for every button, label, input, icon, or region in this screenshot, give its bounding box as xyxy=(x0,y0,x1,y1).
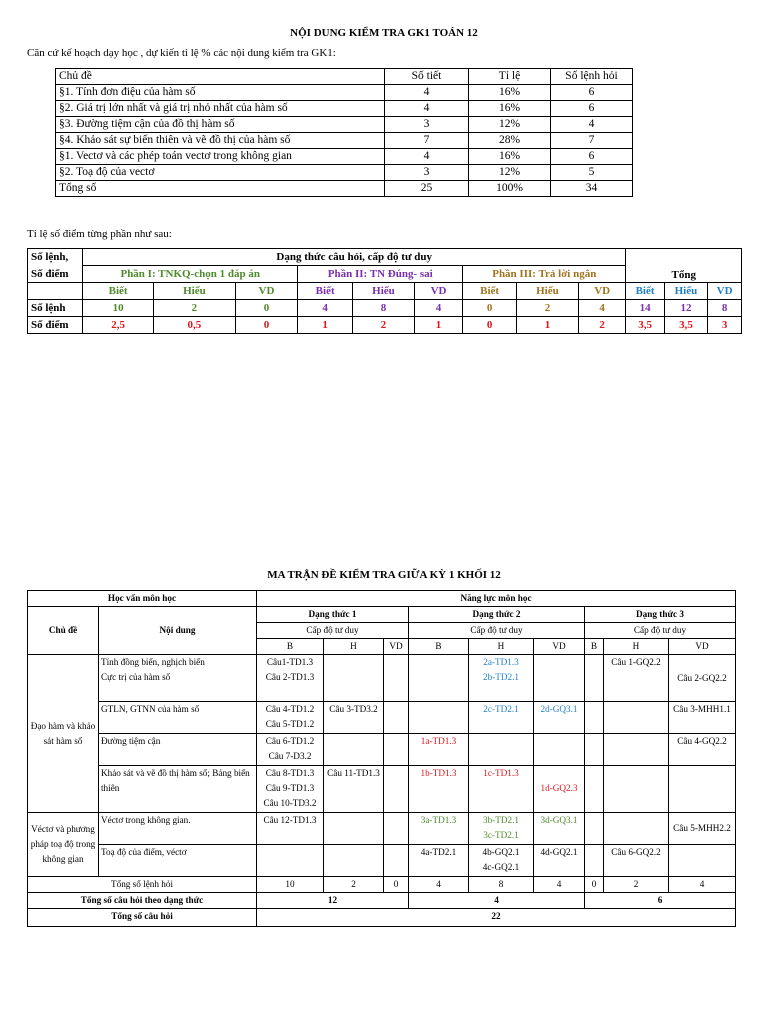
corner-label-2: Số điểm xyxy=(31,267,69,280)
cell xyxy=(384,734,409,766)
content-cell: Véctơ trong không gian. xyxy=(99,813,257,845)
cell xyxy=(257,766,324,813)
corner-label-1: Số lệnh, xyxy=(31,250,69,263)
cell xyxy=(324,845,384,877)
corner-cell xyxy=(28,249,83,283)
cell-line: 2a-TD1.3 xyxy=(483,657,519,667)
cell-line: Câu 6-TD1.2 xyxy=(265,736,315,746)
hoc-van-header: Học vấn môn học xyxy=(28,591,257,607)
cell-line: Câu 8-TD1.3 xyxy=(265,768,315,778)
cell xyxy=(669,766,736,813)
cell: 12% xyxy=(469,165,551,181)
header-ti-le: Tỉ lệ xyxy=(469,69,551,85)
so-diem-row xyxy=(28,317,742,334)
so-lenh-row xyxy=(28,300,742,317)
table-row xyxy=(56,149,633,165)
table-row xyxy=(28,813,736,845)
cell: 7 xyxy=(385,133,469,149)
cell: Câu 12-TD1.3 xyxy=(257,813,324,845)
cell: §2. Giá trị lớn nhất và giá trị nhỏ nhất của hàm số xyxy=(56,101,385,117)
cell xyxy=(409,655,469,702)
cell: Tổng số xyxy=(56,181,385,197)
cell: 3,5 xyxy=(626,317,664,334)
cell xyxy=(585,813,604,845)
cell: 22 xyxy=(257,909,736,927)
cell: 25 xyxy=(385,181,469,197)
cell: 4 xyxy=(578,300,626,317)
content-line: Cực trị của hàm số xyxy=(101,672,171,682)
cell-line: 3b-TD2.1 xyxy=(483,815,519,825)
cell xyxy=(257,655,324,702)
level-cell: Hiểu xyxy=(664,283,708,300)
cap-do-2: Cấp độ tư duy xyxy=(409,623,585,639)
row-label: Tổng số lệnh hỏi xyxy=(28,877,257,893)
lesson-table xyxy=(55,68,633,197)
table-row xyxy=(28,655,736,702)
cell: 1 xyxy=(517,317,579,334)
cell-line: 4c-GQ2.1 xyxy=(482,862,520,872)
level-cell: Hiểu xyxy=(517,283,579,300)
cell: 1d-GQ2.3 xyxy=(534,766,585,813)
intro2-text: Tỉ lệ số điểm từng phần như sau: xyxy=(27,228,172,240)
cell xyxy=(257,734,324,766)
table-row xyxy=(56,85,633,101)
dang-thuc-1-header: Dạng thức 1 xyxy=(257,607,409,623)
cell xyxy=(469,813,534,845)
cell: 2 xyxy=(154,300,235,317)
cell: 4 xyxy=(551,117,633,133)
cell: 4 xyxy=(409,893,585,909)
cell: 0 xyxy=(463,317,517,334)
level-b: B xyxy=(585,639,604,655)
cell xyxy=(585,655,604,702)
cell: Câu 6-GQ2.2 xyxy=(604,845,669,877)
noi-dung-header: Nội dung xyxy=(99,607,257,655)
cell xyxy=(604,766,669,813)
cell: 4a-TD2.1 xyxy=(409,845,469,877)
table-row xyxy=(28,734,736,766)
cell: §1. Tính đơn điệu của hàm số xyxy=(56,85,385,101)
cell xyxy=(585,766,604,813)
cell: 0 xyxy=(463,300,517,317)
cell: 2 xyxy=(352,317,414,334)
topic-2: Véctơ và phương pháp toạ độ trong không gian xyxy=(28,813,99,877)
cell-line: 3c-TD2.1 xyxy=(483,830,519,840)
content-cell: Khảo sát và vẽ đồ thị hàm số; Bảng biến thiên xyxy=(99,766,257,813)
cell: 8 xyxy=(352,300,414,317)
cell: 2 xyxy=(578,317,626,334)
cell: Câu 2-GQ2.2 xyxy=(669,655,736,702)
cell xyxy=(384,766,409,813)
nang-luc-header: Năng lực môn học xyxy=(257,591,736,607)
cell xyxy=(469,655,534,702)
cell: 16% xyxy=(469,85,551,101)
score-table xyxy=(27,248,742,334)
cell: 0,5 xyxy=(154,317,235,334)
level-cell: Biết xyxy=(463,283,517,300)
cell: 2 xyxy=(517,300,579,317)
level-b: B xyxy=(409,639,469,655)
cell-line: Câu 4-TD1.2 xyxy=(265,704,315,714)
cell: 1a-TD1.3 xyxy=(409,734,469,766)
total-dang-thuc-row xyxy=(28,893,736,909)
cell xyxy=(257,702,324,734)
cell-line: Câu 10-TD3.2 xyxy=(263,798,317,808)
cell-line: Câu 9-TD1.3 xyxy=(265,783,315,793)
cell: 3 xyxy=(708,317,742,334)
table-row xyxy=(56,117,633,133)
cell: 6 xyxy=(551,101,633,117)
cell xyxy=(534,734,585,766)
cell: 12 xyxy=(257,893,409,909)
level-cell: VD xyxy=(578,283,626,300)
dang-thuc-3-header: Dạng thức 3 xyxy=(585,607,736,623)
content-cell xyxy=(99,655,257,702)
cell xyxy=(585,734,604,766)
table-row xyxy=(28,702,736,734)
cell: 14 xyxy=(626,300,664,317)
cell xyxy=(604,702,669,734)
cell: 4d-GQ2.1 xyxy=(534,845,585,877)
cell xyxy=(604,813,669,845)
cell: Câu 1-GQ2.2 xyxy=(604,655,669,702)
level-cell: VD xyxy=(415,283,463,300)
cell: §3. Đường tiệm cận của đồ thị hàm số xyxy=(56,117,385,133)
header-so-tiet: Số tiết xyxy=(385,69,469,85)
dang-thuc-2-header: Dạng thức 2 xyxy=(409,607,585,623)
cell xyxy=(257,845,324,877)
cell xyxy=(324,734,384,766)
content-cell: Đường tiệm cận xyxy=(99,734,257,766)
levels-row xyxy=(28,283,742,300)
level-cell: VD xyxy=(708,283,742,300)
cell: 16% xyxy=(469,149,551,165)
matrix-title: MA TRẬN ĐỀ KIỂM TRA GIỮA KỲ 1 KHỐI 12 xyxy=(267,569,501,581)
cell: Câu 3-MHH1.1 xyxy=(669,702,736,734)
row-label: Số điểm xyxy=(28,317,83,334)
level-vd: VD xyxy=(384,639,409,655)
header-chu-de: Chủ đề xyxy=(56,69,385,85)
cell: 8 xyxy=(469,877,534,893)
cell-line: Câu 2-TD1.3 xyxy=(265,672,315,682)
cell xyxy=(384,845,409,877)
table-row xyxy=(28,845,736,877)
cell xyxy=(384,655,409,702)
table-row xyxy=(56,101,633,117)
cell: 2 xyxy=(604,877,669,893)
cell: §2. Toạ độ của vectơ xyxy=(56,165,385,181)
group-header: Dạng thức câu hỏi, cấp độ tư duy xyxy=(83,249,626,266)
level-cell: VD xyxy=(235,283,298,300)
level-cell: Biết xyxy=(626,283,664,300)
cell: 2d-GQ3.1 xyxy=(534,702,585,734)
cell xyxy=(324,813,384,845)
row-label: Tổng số câu hỏi theo dạng thức xyxy=(28,893,257,909)
cell: §1. Vectơ và các phép toán vectơ trong không gian xyxy=(56,149,385,165)
cell: 1 xyxy=(415,317,463,334)
level-vd: VD xyxy=(669,639,736,655)
cell: 0 xyxy=(384,877,409,893)
cell xyxy=(469,734,534,766)
part2-header: Phần II: TN Đúng- sai xyxy=(298,266,463,283)
intro-text: Căn cứ kế hoạch dạy học , dự kiến tỉ lệ % các nội dung kiểm tra GK1: xyxy=(27,47,336,59)
cell xyxy=(324,655,384,702)
cell: 4 xyxy=(385,85,469,101)
cell-line: 2b-TD2.1 xyxy=(483,672,519,682)
cell: 1 xyxy=(298,317,352,334)
cell: 2 xyxy=(324,877,384,893)
cell: 3 xyxy=(385,117,469,133)
total-cau-row xyxy=(28,909,736,927)
chu-de-header: Chủ đề xyxy=(28,607,99,655)
cell-line: Câu1-TD1.3 xyxy=(266,657,314,667)
total-header: Tổng xyxy=(626,249,742,283)
cell xyxy=(604,734,669,766)
cell xyxy=(534,655,585,702)
level-b: B xyxy=(257,639,324,655)
cell: 1c-TD1.3 xyxy=(469,766,534,813)
total-lenh-row xyxy=(28,877,736,893)
topic-1: Đạo hàm và khảo sát hàm số xyxy=(28,655,99,813)
cell: 10 xyxy=(83,300,154,317)
cell: Câu 5-MHH2.2 xyxy=(669,813,736,845)
cell: 4 xyxy=(385,101,469,117)
cell: 4 xyxy=(534,877,585,893)
cell: 2c-TD2.1 xyxy=(469,702,534,734)
cell xyxy=(384,702,409,734)
row-label: Số lệnh xyxy=(28,300,83,317)
content-cell: GTLN, GTNN của hàm số xyxy=(99,702,257,734)
cell xyxy=(585,845,604,877)
cell: 7 xyxy=(551,133,633,149)
cell: 6 xyxy=(551,85,633,101)
matrix-table xyxy=(27,590,736,927)
cell xyxy=(409,702,469,734)
cell: 3,5 xyxy=(664,317,708,334)
cell: 10 xyxy=(257,877,324,893)
cell: 16% xyxy=(469,101,551,117)
cell: 2,5 xyxy=(83,317,154,334)
content-cell: Toạ độ của điểm, véctơ xyxy=(99,845,257,877)
cell: Câu 4-GQ2.2 xyxy=(669,734,736,766)
cell: 12 xyxy=(664,300,708,317)
level-cell: Hiểu xyxy=(352,283,414,300)
cell-line: 4b-GQ2.1 xyxy=(482,847,520,857)
cell xyxy=(669,845,736,877)
level-cell: Hiểu xyxy=(154,283,235,300)
level-cell: Biết xyxy=(83,283,154,300)
cell: §4. Khảo sát sự biến thiên và vẽ đồ thị của hàm số xyxy=(56,133,385,149)
row-label: Tổng số câu hỏi xyxy=(28,909,257,927)
table-header-row xyxy=(56,69,633,85)
cell: 0 xyxy=(585,877,604,893)
cell: 4 xyxy=(385,149,469,165)
part3-header: Phần III: Trả lời ngắn xyxy=(463,266,626,283)
cell: 4 xyxy=(669,877,736,893)
table-row xyxy=(28,766,736,813)
cell: 5 xyxy=(551,165,633,181)
cell xyxy=(469,845,534,877)
cell: 4 xyxy=(298,300,352,317)
level-h: H xyxy=(604,639,669,655)
empty-cell xyxy=(28,283,83,300)
level-h: H xyxy=(324,639,384,655)
level-vd: VD xyxy=(534,639,585,655)
cell: 8 xyxy=(708,300,742,317)
table-total-row xyxy=(56,181,633,197)
table-row xyxy=(56,133,633,149)
level-cell: Biết xyxy=(298,283,352,300)
cell: 4 xyxy=(409,877,469,893)
cell: 0 xyxy=(235,300,298,317)
cell: 12% xyxy=(469,117,551,133)
cell: 6 xyxy=(585,893,736,909)
cell: 1b-TD1.3 xyxy=(409,766,469,813)
cell xyxy=(585,702,604,734)
cell-line: Câu 7-D3.2 xyxy=(268,751,312,761)
cap-do-3: Cấp độ tư duy xyxy=(585,623,736,639)
cell: 6 xyxy=(551,149,633,165)
level-h: H xyxy=(469,639,534,655)
cap-do-1: Cấp độ tư duy xyxy=(257,623,409,639)
cell: 4 xyxy=(415,300,463,317)
cell: Câu 3-TD3.2 xyxy=(324,702,384,734)
table-row xyxy=(56,165,633,181)
cell: Câu 11-TD1.3 xyxy=(324,766,384,813)
page-title: NỘI DUNG KIỂM TRA GK1 TOÁN 12 xyxy=(290,27,478,39)
header-so-lenh-hoi: Số lệnh hỏi xyxy=(551,69,633,85)
cell: 0 xyxy=(235,317,298,334)
cell xyxy=(384,813,409,845)
cell: 3 xyxy=(385,165,469,181)
cell-line: Câu 5-TD1.2 xyxy=(265,719,315,729)
cell: 34 xyxy=(551,181,633,197)
cell: 3a-TD1.3 xyxy=(409,813,469,845)
part1-header: Phần I: TNKQ-chọn 1 đáp án xyxy=(83,266,298,283)
content-line: Tính đồng biến, nghịch biến xyxy=(101,657,205,667)
cell: 28% xyxy=(469,133,551,149)
cell: 100% xyxy=(469,181,551,197)
cell: 3d-GQ3.1 xyxy=(534,813,585,845)
